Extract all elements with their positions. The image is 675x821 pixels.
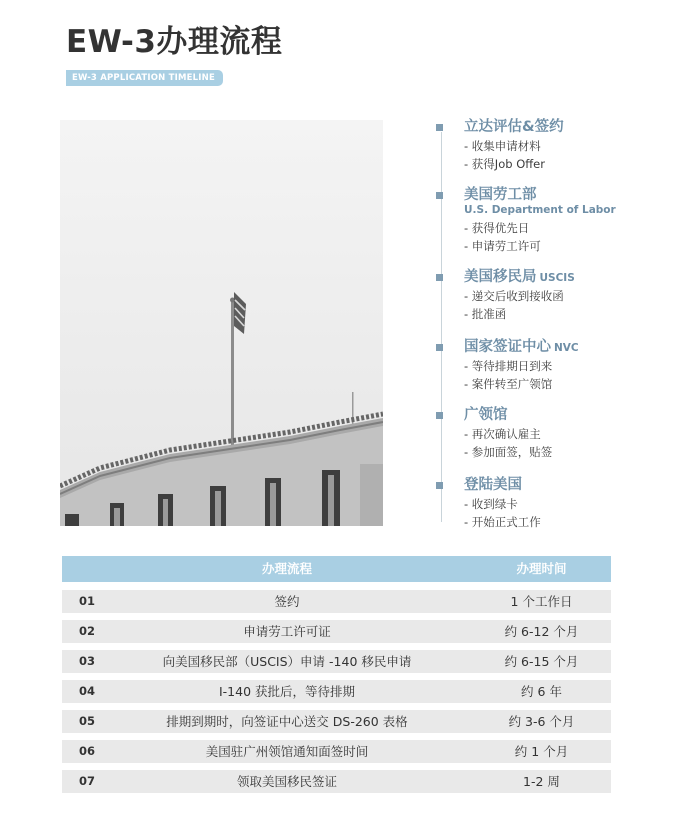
square-bullet-icon [436,412,443,419]
row-process: 领取美国移民签证 [236,774,337,789]
table-row [62,590,611,613]
table-row [62,650,611,673]
step-title: 广领馆 [464,407,508,423]
table-row [62,680,611,703]
step-title-en: USCIS [539,272,575,284]
row-time: 1-2 周 [523,774,560,789]
step-item: - 案件转至广领馆 [464,377,553,391]
row-number: 02 [79,624,96,638]
row-time: 1 个工作日 [510,594,573,609]
row-time: 约 6-12 个月 [504,624,579,639]
step-item: - 参加面签，贴签 [464,445,553,459]
row-process: 向美国移民部（USCIS）申请 -140 移民申请 [162,654,412,669]
square-bullet-icon [436,344,443,351]
row-number: 05 [79,714,96,728]
step-title: 立达评估&签约 [464,119,564,135]
column-header-process: 办理流程 [261,561,312,576]
page-title: EW-3办理流程 [66,24,283,60]
subtitle-badge: EW-3 APPLICATION TIMELINE [66,70,223,86]
row-time: 约 1 个月 [514,744,569,759]
row-time: 约 6 年 [521,684,562,699]
step-item: - 申请劳工许可 [464,239,541,253]
step-item: - 等待排期日到来 [464,359,553,373]
column-header-time: 办理时间 [516,561,567,576]
step-item: - 开始正式工作 [464,515,541,529]
step-item: - 递交后收到接收函 [464,289,564,303]
row-process: 申请劳工许可证 [243,624,331,639]
row-number: 03 [79,654,96,668]
square-bullet-icon [436,274,443,281]
row-number: 07 [79,774,96,788]
step-item: - 再次确认雇主 [464,427,541,441]
row-process: 排期到期时，向签证中心送交 DS-260 表格 [166,714,408,729]
row-number: 06 [79,744,96,758]
table-row [62,770,611,793]
square-bullet-icon [436,482,443,489]
flagpole-building-photo [60,120,383,526]
step-subtitle-en: U.S. Department of Labor [464,204,616,216]
timeline-line [441,132,442,522]
step-title: 国家签证中心 [464,339,551,355]
step-title: 美国移民局 [464,269,537,285]
row-process: 签约 [274,594,300,609]
step-title-en: NVC [554,342,579,354]
step-item: - 批准函 [464,307,507,321]
table-row [62,710,611,733]
square-bullet-icon [436,124,443,131]
step-title: 登陆美国 [464,477,522,493]
step-item: - 获得Job Offer [464,157,545,171]
row-process: I-140 获批后，等待排期 [218,684,356,699]
square-bullet-icon [436,192,443,199]
step-item: - 收集申请材料 [464,139,541,153]
row-time: 约 3-6 个月 [508,714,575,729]
step-title: 美国劳工部 [464,187,537,203]
table-row [62,740,611,763]
table-header [62,556,611,582]
row-time: 约 6-15 个月 [504,654,579,669]
table-row [62,620,611,643]
row-number: 01 [79,594,96,608]
row-number: 04 [79,684,96,698]
step-item: - 收到绿卡 [464,497,518,511]
step-item: - 获得优先日 [464,221,530,235]
row-process: 美国驻广州领馆通知面签时间 [205,744,369,759]
